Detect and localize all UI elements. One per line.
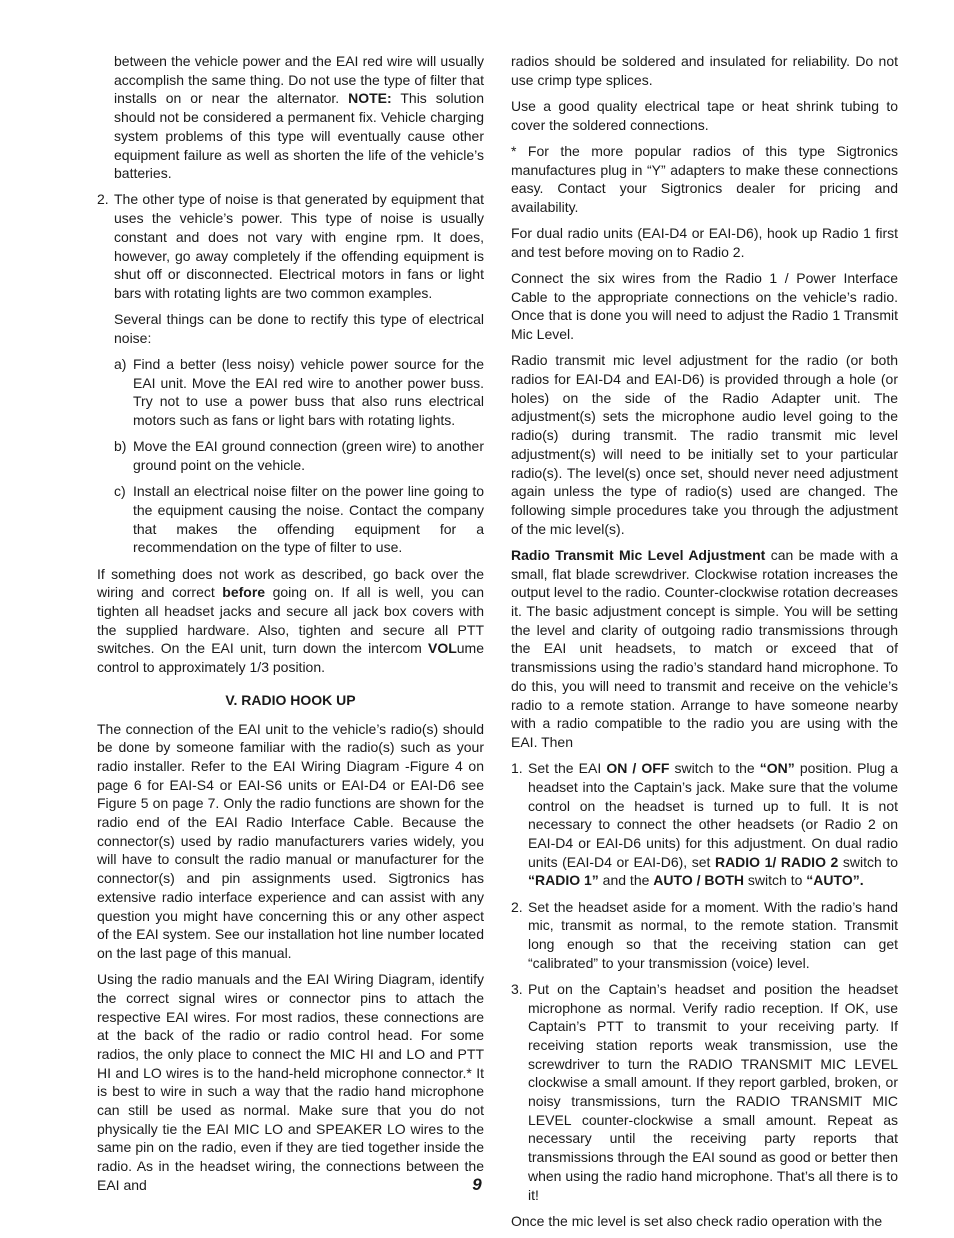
text: switch to <box>838 853 898 870</box>
section-heading: V. RADIO HOOK UP <box>225 691 356 708</box>
bold-on-off: ON / OFF <box>606 760 670 777</box>
bold-radio-switch: RADIO 1/ RADIO 2 <box>714 853 839 870</box>
step-number: 2. <box>511 898 523 915</box>
list-item-2 <box>97 190 484 302</box>
step-1 <box>511 759 898 890</box>
paragraph-last: Once the mic level is set also check radio operation with the <box>511 1212 883 1229</box>
step-text: Put on the Captain’s headset and position the headset microphone as normal. Verify radio reception. If OK, use Captain’s PTT to transmit to your receiving party. If receiving station reports weak transmission, use the screwdriver to turn the RADIO TRANSMIT MIC LEVEL clockwise a small amount. If they report garbled, broken, or noisy transmissions, turn the RADIO TRANSMIT MIC LEVEL counter-clockwise a small amount. Repeat as necessary until the receiving party reports that transmissions through the EAI sound as good or better then when using the radio hand microphone. That’s all there is to it! <box>528 980 898 1203</box>
paragraph-using: Using the radio manuals and the EAI Wiring Diagram, identify the correct signal wires or connector pins to attach the respective EAI wires. For most radios, these connections are at the back of the radio or radio control head. For some radios, the only place to connect the MIC HI and LO and PTT HI and LO wires is to the hand-held microphone connector.* It is best to wire in such a way that the radio hand microphone can still be used as normal. Make sure that you do not physically tie the EAI MIC LO and SPEAKER LO wires to the same pin on the radio, even if they are tied together inside the radio. As in the headset wiring, the connections between the EAI and <box>97 971 484 1193</box>
text: position. Plug a headset into the Captain’s jack. Make sure that the volume control on the headset is turned up to full. It is not necessary to connect the other headsets (or Radio 2 on EAI-D4 or EAI-D6 units) for this adjustment. On dual radio units (EAI-D4 or EAI-D6), set <box>528 760 898 870</box>
text: This solution should not be considered a permanent fix. Vehicle charging system problems of this type will eventually cause other equipment failure as well as shorten the life of the vehicle’s batteries. <box>114 90 484 182</box>
text: can be made with a small, flat blade screwdriver. Clockwise rotation increases the output level to the radio. Counter-clockwise rotation decreases it. The basic adjustment concept is simple. You will be setting the level and clarity of outgoing radio transmissions through the EAI unit headsets, to match or exceed that of transmissions using the radio’s standard hand microphone. To do this, you will need to transmit and receive on the vehicle’s radio to a remote station. Arrange to have someone nearby with a radio compatible to the radio you are using with the EAI. Then <box>511 546 899 750</box>
paragraph-filter-note <box>114 52 484 183</box>
paragraph-dual-radio: For dual radio units (EAI-D4 or EAI-D6), hook up Radio 1 first and test before moving on to Radio 2. <box>511 225 898 260</box>
sub-text: Find a better (less noisy) vehicle power source for the EAI unit. Move the EAI red wire to another power buss. Try not to use a power buss that also runs electrical motors such as fans or light bars with rotating lights. <box>133 356 484 429</box>
text: going on. If all is well, you can tighten all headset jacks and secure all jack box covers with the supplied hardware. Also, tighten and secure all PTT switches. On the EAI unit, turn down the intercom <box>97 584 484 657</box>
paragraph-connection: The connection of the EAI unit to the vehicle’s radio(s) should be done by someone familiar with the radio(s) such as your radio installer. Refer to the EAI Wiring Diagram -Figure 4 on page 6 for EAI-S4 or EAI-S6 units or EAI-D4 or EAI-D6 see Figure 5 on page 7. Only the radio functions are shown for the radio end of the EAI Radio Interface Cable. Because the connector(s) used by radio manufacturers varies widely, you will have to consult the radio manual or manufacturer for the connector(s) and pin assignments used. Sigtronics has extensive radio interface experience and can assist with any question you might have concerning this or any other aspect of the EAI system. See our installation hot line number located on the last page of this manual. <box>97 720 484 961</box>
step-number: 3. <box>511 980 523 997</box>
sub-text: Install an electrical noise filter on the power line going to the equipment causing the noise. Contact the company that makes the offending equipment for a recommendation on the type of filter to use. <box>133 483 484 556</box>
text: If something does not work as described, go back over the wiring and correct <box>97 565 484 601</box>
note-label: NOTE: <box>348 90 392 107</box>
bold-heading: Radio Transmit Mic Level Adjustment <box>511 546 766 563</box>
text: Set the EAI <box>528 760 607 777</box>
text: switch to the <box>669 760 760 777</box>
step-2 <box>511 898 898 973</box>
bold-on: “ON” <box>759 760 795 777</box>
text: between the vehicle power and the EAI red wire will usually accomplish the same thing. Do not use the type of filter that installs on or near the alternator. <box>114 53 484 107</box>
sub-item-c <box>97 482 484 557</box>
bold-auto: “AUTO”. <box>806 872 864 889</box>
paragraph-solder: radios should be soldered and insulated for reliability. Do not use crimp type splices. <box>511 53 898 88</box>
sub-label: c) <box>114 483 126 500</box>
text: ume control to approximately 1/3 position. <box>97 640 484 676</box>
step-3 <box>511 980 898 1204</box>
paragraph-mic-level: Radio transmit mic level adjustment for the radio (or both radios for EAI-D4 and EAI-D6) is provided through a hole (or holes) on the side of the Radio Adapter unit. The adjustment(s) sets the microphone audio level going to the radio(s) during transmit. The radio transmit mic level adjustment(s) will need to be initially set to your particular radio(s). The level(s) once set, should never need adjustment again unless the type of radio(s) used are changed. The following simple procedures take you through the adjustment of the mic level(s). <box>511 352 898 537</box>
paragraph-tape: Use a good quality electrical tape or heat shrink tubing to cover the soldered connections. <box>511 97 898 133</box>
paragraph-adjustment <box>511 546 898 752</box>
bold-vol: VOL <box>427 640 457 657</box>
sub-item-a <box>97 355 484 430</box>
bold-radio1: “RADIO 1” <box>528 872 599 889</box>
sub-item-b <box>97 437 484 474</box>
list-number: 2. <box>97 191 109 208</box>
sub-text: Move the EAI ground connection (green wire) to another ground point on the vehicle. <box>133 438 484 474</box>
paragraph-adapters: * For the more popular radios of this type Sigtronics manufactures plug in “Y” adapters to make these connections easy. Contact your Sigtronics dealer for pricing and availability. <box>511 142 898 215</box>
list-text: The other type of noise is that generated by equipment that uses the vehicle’s power. This type of noise is usually constant and does not vary with engine rpm. It does, however, go away completely if the offending equipment is shut off or disconnected. Electrical motors in fans or light bars with rotating lights are two common examples. <box>114 191 484 301</box>
page-number: 9 <box>472 1175 482 1194</box>
step-text: Set the headset aside for a moment. With the radio’s hand mic, transmit as normal, to the remote station. Transmit long enough so that the receiving station can get “calibrated” to your transmission (voice) level. <box>528 898 898 971</box>
sub-label: a) <box>114 356 127 373</box>
paragraph-several: Several things can be done to rectify this type of electrical noise: <box>114 311 484 346</box>
text: switch to <box>744 872 807 889</box>
bold-before: before <box>222 584 266 601</box>
bold-auto-both: AUTO / BOTH <box>653 872 745 889</box>
sub-label: b) <box>114 438 127 455</box>
right-column <box>511 52 898 1238</box>
paragraph-if-something <box>97 565 484 677</box>
text: and the <box>598 872 654 889</box>
step-number: 1. <box>511 760 523 777</box>
paragraph-connect-six: Connect the six wires from the Radio 1 / Power Interface Cable to the appropriate connections on the vehicle’s radio. Once that is done you will need to adjust the Radio 1 Transmit Mic Level. <box>511 270 898 343</box>
left-column <box>97 52 484 1202</box>
